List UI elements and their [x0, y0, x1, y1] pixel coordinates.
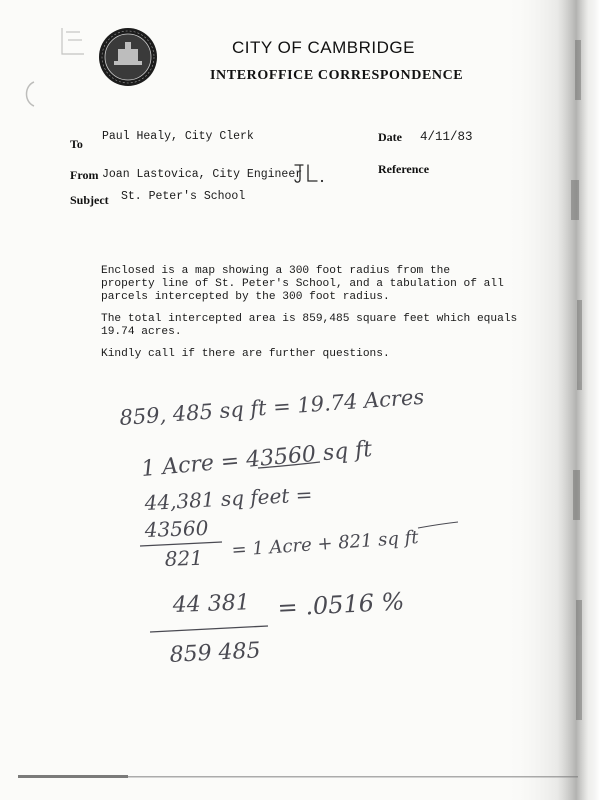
fraction-bar-2: [150, 626, 268, 632]
date-label: Date: [378, 130, 402, 144]
date-value: 4/11/83: [420, 130, 473, 144]
handwritten-line-2: 1 Acre = 43560 sq ft: [140, 436, 374, 482]
body-line: Kindly call if there are further questions.: [101, 348, 390, 360]
handwritten-result: = 1 Acre + 821 sq ft: [230, 526, 420, 561]
document-subtitle: INTEROFFICE CORRESPONDENCE: [210, 68, 464, 83]
document-title: CITY OF CAMBRIDGE: [232, 38, 415, 57]
to-value: Paul Healy, City Clerk: [102, 130, 254, 143]
to-label: To: [70, 137, 83, 151]
from-label: From: [70, 168, 99, 182]
fraction-denominator: 859 485: [169, 638, 262, 668]
fraction-numerator: 44 381: [172, 590, 251, 618]
fraction-bar: [140, 542, 222, 546]
trailing-dash: [418, 522, 458, 528]
handwritten-line-3: 44,381 sq feet =: [144, 482, 314, 515]
body-line: parcels intercepted by the 300 foot radius.: [101, 291, 390, 303]
body-line: property line of St. Peter's School, and a tabulation of all: [101, 278, 504, 290]
subject-value: St. Peter's School: [121, 190, 246, 203]
handwritten-numerator: 43560: [144, 515, 209, 542]
body-line: Enclosed is a map showing a 300 foot radius from the: [101, 265, 451, 277]
body-line: 19.74 acres.: [101, 326, 182, 338]
reference-label: Reference: [378, 162, 430, 176]
body-line: The total intercepted area is 859,485 square feet which equals: [101, 313, 518, 325]
from-value: Joan Lastovica, City Engineer: [102, 168, 303, 181]
handwritten-line-1: 859, 485 sq ft = 19.74 Acres: [118, 384, 425, 430]
handwritten-denominator: 821: [164, 545, 204, 571]
subject-label: Subject: [70, 193, 109, 207]
percent-result: = .0516 %: [276, 587, 406, 622]
